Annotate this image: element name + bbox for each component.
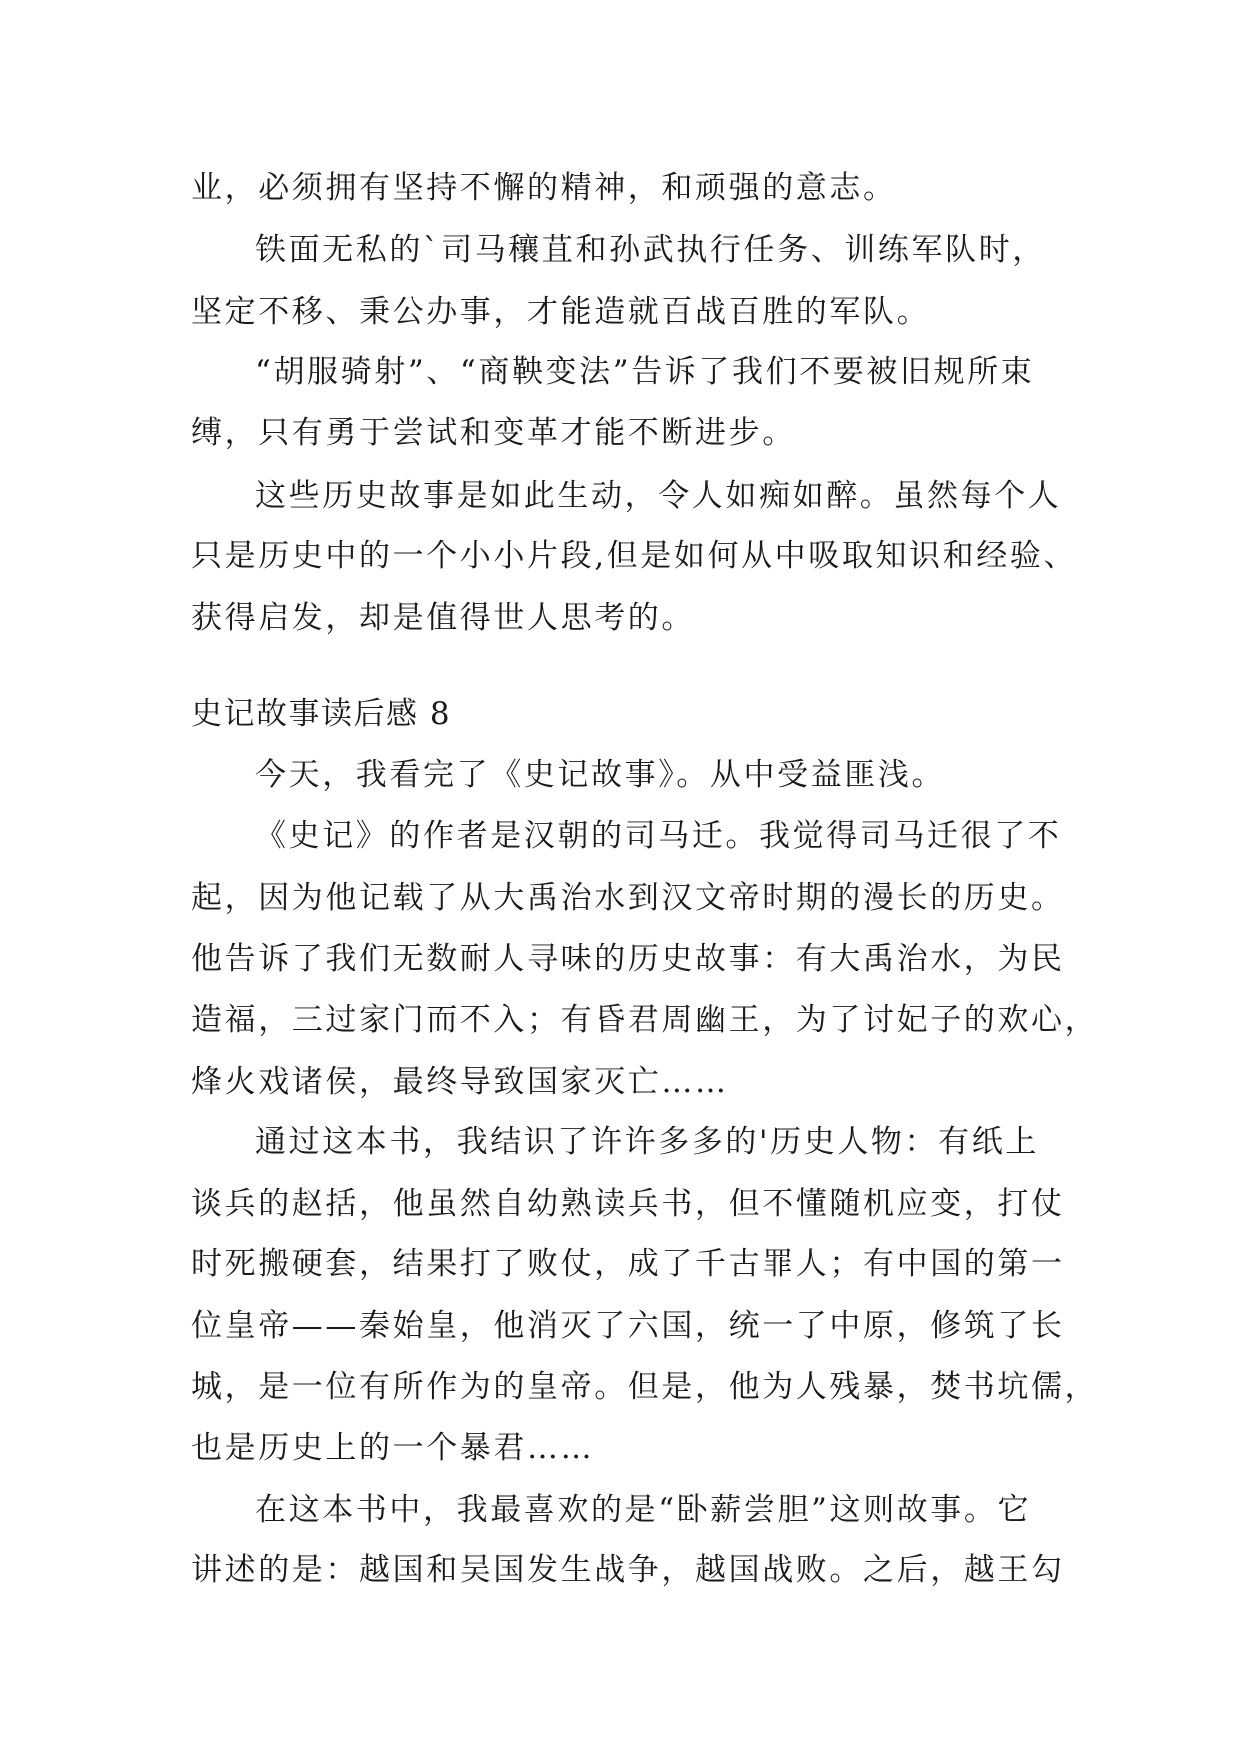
paragraph-line: 讲述的是：越国和吴国发生战争，越国战败。之后，越王勾 (191, 1552, 1065, 1588)
section-title: 史记故事读后感 8 (191, 696, 452, 732)
paragraph-line: 城，是一位有所作为的皇帝。但是，他为人残暴，焚书坑儒， (191, 1369, 1099, 1405)
paragraph-line: 铁面无私的`司马穰苴和孙武执行任务、训练军队时， (255, 232, 1046, 268)
paragraph-line: 缚，只有勇于尝试和变革才能不断进步。 (191, 415, 796, 451)
paragraph-line: 坚定不移、秉公办事，才能造就百战百胜的军队。 (191, 294, 931, 330)
paragraph-line: 谈兵的赵括，他虽然自幼熟读兵书，但不懂随机应变，打仗 (191, 1186, 1065, 1222)
paragraph-line: 时死搬硬套，结果打了败仗，成了千古罪人；有中国的第一 (191, 1246, 1065, 1282)
paragraph-line: 烽火戏诸侯，最终导致国家灭亡…… (191, 1064, 729, 1100)
paragraph-line: 通过这本书，我结识了许许多多的'历史人物：有纸上 (255, 1124, 1039, 1160)
paragraph-line: 他告诉了我们无数耐人寻味的历史故事：有大禹治水，为民 (191, 941, 1065, 977)
paragraph-line: 只是历史中的一个小小片段,但是如何从中吸取知识和经验、 (191, 538, 1078, 574)
paragraph-line: 这些历史故事是如此生动，令人如痴如醉。虽然每个人 (255, 478, 1062, 514)
paragraph-line: 起，因为他记载了从大禹治水到汉文帝时期的漫长的历史。 (191, 880, 1065, 916)
paragraph-line: 也是历史上的一个暴君…… (191, 1430, 595, 1466)
paragraph-line: 在这本书中，我最喜欢的是“卧薪尝胆”这则故事。它 (255, 1492, 1032, 1528)
paragraph-line: “胡服骑射”、“商鞅变法”告诉了我们不要被旧规所束 (255, 354, 1035, 390)
paragraph-line: 造福，三过家门而不入；有昏君周幽王，为了讨妃子的欢心， (191, 1002, 1099, 1038)
paragraph-line: 获得启发，却是值得世人思考的。 (191, 600, 695, 636)
paragraph-line: 今天，我看完了《史记故事》。从中受益匪浅。 (255, 757, 946, 793)
paragraph-line: 位皇帝——秦始皇，他消灭了六国，统一了中原，修筑了长 (191, 1308, 1065, 1344)
paragraph-line: 业，必须拥有坚持不懈的精神，和顽强的意志。 (191, 170, 897, 206)
paragraph-line: 《史记》的作者是汉朝的司马迁。我觉得司马迁很了不 (255, 818, 1062, 854)
